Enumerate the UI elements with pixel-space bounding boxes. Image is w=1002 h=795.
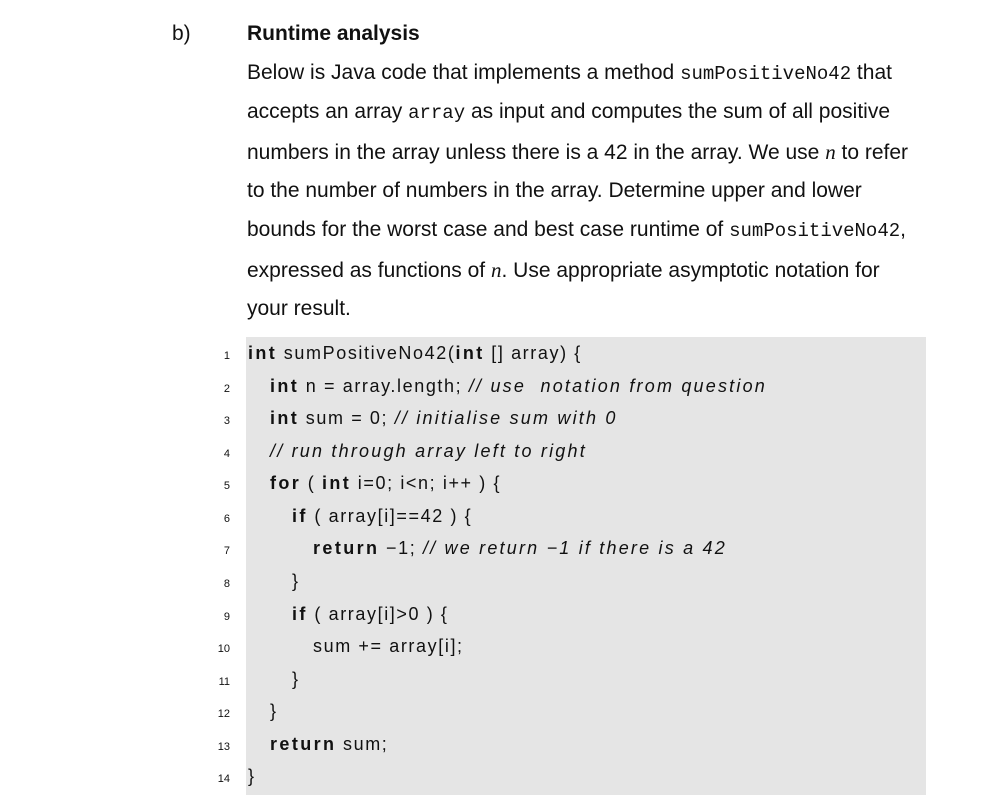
code-text: ( array[i]==42 ) { xyxy=(307,506,473,526)
line-number: 11 xyxy=(218,676,230,688)
code-line-2 xyxy=(270,376,767,397)
code-comment: // run through array left to right xyxy=(270,441,587,461)
paragraph-line-7: your result. xyxy=(247,297,351,320)
paragraph-line-1 xyxy=(247,61,947,85)
code-line-14: } xyxy=(248,766,256,786)
array-name: array xyxy=(408,102,466,124)
line-number: 6 xyxy=(223,513,230,525)
keyword: return xyxy=(270,734,337,754)
code-comment: // initialise sum with 0 xyxy=(394,408,618,428)
section-label: b) xyxy=(172,22,191,45)
line-number: 10 xyxy=(217,643,230,655)
code-text: ( array[i]>0 ) { xyxy=(307,604,449,624)
keyword: int xyxy=(455,343,485,363)
code-line-1 xyxy=(248,343,582,364)
paragraph-text: that xyxy=(851,61,892,84)
paragraph-text: to refer xyxy=(835,141,909,164)
code-line-3 xyxy=(270,408,618,429)
paragraph-line-5 xyxy=(247,218,947,242)
code-text: sum = 0; xyxy=(299,408,395,428)
keyword: return xyxy=(313,538,380,558)
method-name: sumPositiveNo42 xyxy=(680,63,852,85)
line-number: 1 xyxy=(223,350,230,362)
code-comment: // use notation from question xyxy=(468,376,767,396)
line-number: 14 xyxy=(217,773,230,785)
line-number: 13 xyxy=(217,741,230,753)
paragraph-text: accepts an array xyxy=(247,100,409,123)
paragraph-text: as input and computes the sum of all positive xyxy=(465,100,891,123)
keyword: int xyxy=(270,408,300,428)
paragraph-text: expressed as functions of xyxy=(247,259,491,282)
code-line-13 xyxy=(270,734,388,755)
code-line-8: } xyxy=(292,571,300,591)
paragraph-line-6 xyxy=(247,258,947,283)
code-text: ( xyxy=(301,473,322,493)
code-line-10: sum += array[i]; xyxy=(313,636,464,656)
keyword: int xyxy=(248,343,278,363)
code-text: i=0; i<n; i++ ) { xyxy=(351,473,502,493)
paragraph-text: . Use appropriate asymptotic notation for xyxy=(501,259,880,282)
keyword: int xyxy=(322,473,352,493)
paragraph-text: , xyxy=(900,218,906,241)
code-line-6 xyxy=(292,506,472,527)
math-variable-n: n xyxy=(825,140,836,164)
paragraph-text: Below is Java code that implements a method xyxy=(247,61,681,84)
paragraph-text: bounds for the worst case and best case runtime of xyxy=(247,218,730,241)
code-text: sumPositiveNo42( xyxy=(277,343,456,363)
code-line-7 xyxy=(313,538,727,559)
code-listing xyxy=(246,337,926,795)
paragraph-line-2 xyxy=(247,100,947,124)
code-text: n = array.length; xyxy=(299,376,469,396)
line-number: 8 xyxy=(223,578,230,590)
code-line-4 xyxy=(270,441,587,462)
line-number: 2 xyxy=(223,383,230,395)
keyword: if xyxy=(292,604,308,624)
keyword: int xyxy=(270,376,300,396)
line-number: 12 xyxy=(217,708,230,720)
paragraph-text: numbers in the array unless there is a 42 in the array. We use xyxy=(247,141,826,164)
code-line-12: } xyxy=(270,701,278,721)
math-variable-n: n xyxy=(490,258,502,282)
line-number: 9 xyxy=(223,611,230,623)
code-line-9 xyxy=(292,604,449,625)
code-line-11: } xyxy=(292,669,300,689)
code-line-5 xyxy=(270,473,501,494)
line-number: 3 xyxy=(223,415,230,427)
paragraph-line-4: to the number of numbers in the array. Determine upper and lower xyxy=(247,179,862,202)
code-text: −1; xyxy=(379,538,423,558)
line-number: 5 xyxy=(223,480,230,492)
code-text: sum; xyxy=(336,734,389,754)
keyword: for xyxy=(270,473,302,493)
line-number: 4 xyxy=(223,448,230,460)
paragraph-line-3 xyxy=(247,140,947,165)
method-name: sumPositiveNo42 xyxy=(729,220,901,242)
code-comment: // we return −1 if there is a 42 xyxy=(422,538,727,558)
code-text: [] array) { xyxy=(484,343,582,363)
keyword: if xyxy=(292,506,308,526)
section-title: Runtime analysis xyxy=(247,22,420,45)
line-number: 7 xyxy=(223,545,230,557)
